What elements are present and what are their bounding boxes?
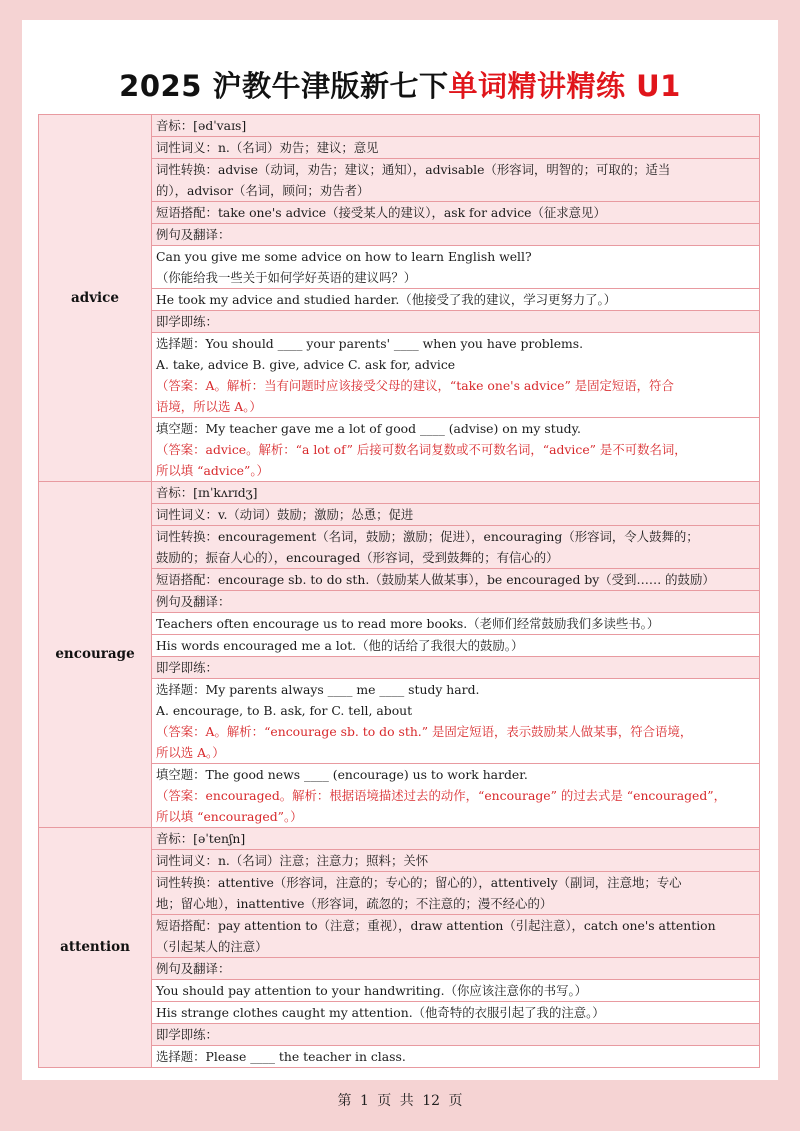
section-label-cell [152,311,760,333]
cell-line: 鼓励的；振奋人心的），encouraged（形容词，受到鼓舞的；有信心的） [156,550,559,565]
cell-line: He took my advice and studied harder.（他接受了我的建议，学习更努力了。） [156,292,617,307]
page-title [0,58,800,114]
section-label-cell [152,1024,760,1046]
vocabulary-table [38,114,760,1068]
content-cell [152,1046,760,1068]
cell-line: 词性转换：attentive（形容词，注意的；专心的；留心的），attentively（副词，注意地；专心 [156,875,682,890]
section-label-cell [152,504,760,526]
section-label-cell [152,872,760,915]
content-cell [152,246,760,289]
content-cell [152,635,760,657]
answer-line: （答案：A。解析：当有问题时应该接受父母的建议，“take one's advice” 是固定短语，符合 [156,378,674,393]
cell-line: （引起某人的注意） [156,939,268,954]
page-footer: 第 1 页 共 12 页 [337,1093,463,1109]
section-label-cell [152,526,760,569]
cell-line: His strange clothes caught my attention.（他奇特的衣服引起了我的注意。） [156,1005,605,1020]
exercise-cell [152,679,760,764]
title-main: 2025 沪教牛津版新七下 [119,69,449,103]
section-label-cell [152,657,760,679]
cell-line: 即学即练： [156,1027,218,1042]
cell-line: Teachers often encourage us to read more books.（老师们经常鼓励我们多读些书。） [156,616,660,631]
exercise-cell [152,333,760,418]
answer-line: （答案：A。解析：“encourage sb. to do sth.” 是固定短语，表示鼓励某人做某事，符合语境， [156,724,693,739]
section-label-cell [152,569,760,591]
vocab-word: attention [39,828,152,1068]
answer-line: 所以选 A。） [156,745,225,760]
section-label-cell [152,224,760,246]
cell-line: 短语搭配：take one's advice（接受某人的建议），ask for advice（征求意见） [156,205,606,220]
cell-line: His words encouraged me a lot.（他的话给了我很大的鼓励。） [156,638,524,653]
cell-line: 音标：[əˈtenʃn] [156,831,246,846]
cell-line: 填空题：My teacher gave me a lot of good ____ (advise) on my study. [156,421,581,436]
cell-line: 地；留心地），inattentive（形容词，疏忽的；不注意的；漫不经心的） [156,896,553,911]
cell-line: 词性词义：n.（名词）劝告；建议；意见 [156,140,379,155]
content-cell [152,289,760,311]
cell-line: 词性转换：advise（动词，劝告；建议；通知），advisable（形容词，明智的；可取的；适当 [156,162,671,177]
cell-line: 的），advisor（名词，顾问；劝告者） [156,183,370,198]
exercise-cell [152,764,760,828]
answer-line: 所以填 “advice”。） [156,463,269,478]
cell-line: A. take, advice B. give, advice C. ask for, advice [156,357,456,372]
cell-line: 例句及翻译： [156,594,231,609]
cell-line: 词性词义：v.（动词）鼓励；激励；怂恿；促进 [156,507,414,522]
cell-line: 短语搭配：pay attention to（注意；重视），draw attention（引起注意），catch one's attention [156,918,716,933]
section-label-cell [152,159,760,202]
section-label-cell [152,828,760,850]
table-row [39,828,760,850]
cell-line: 选择题：Please ____ the teacher in class. [156,1049,406,1064]
table-row [39,115,760,137]
section-label-cell [152,482,760,504]
section-label-cell [152,202,760,224]
cell-line: 即学即练： [156,314,218,329]
table-row [39,482,760,504]
section-label-cell [152,850,760,872]
title-highlight: 单词精讲精练 U1 [448,69,681,103]
cell-line: 词性词义：n.（名词）注意；注意力；照料；关怀 [156,853,429,868]
section-label-cell [152,591,760,613]
cell-line: 填空题：The good news ____ (encourage) us to work harder. [156,767,528,782]
cell-line: （你能给我一些关于如何学好英语的建议吗？） [156,270,417,285]
content-cell [152,980,760,1002]
content-cell [152,613,760,635]
answer-line: （答案：advice。解析：“a lot of” 后接可数名词复数或不可数名词，“advice” 是不可数名词， [156,442,687,457]
answer-line: 语境，所以选 A。） [156,399,262,414]
section-label-cell [152,115,760,137]
answer-line: （答案：encouraged。解析：根据语境描述过去的动作，“encourage” 的过去式是 “encouraged”， [156,788,727,803]
cell-line: 词性转换：encouragement（名词，鼓励；激励；促进），encouraging（形容词，令人鼓舞的； [156,529,699,544]
cell-line: 例句及翻译： [156,227,231,242]
cell-line: 音标：[ɪnˈkʌrɪdʒ] [156,485,258,500]
vocab-word: advice [39,115,152,482]
cell-line: 短语搭配：encourage sb. to do sth.（鼓励某人做某事），be encouraged by（受到…… 的鼓励） [156,572,715,587]
vocab-word: encourage [39,482,152,828]
cell-line: 选择题：My parents always ____ me ____ study hard. [156,682,480,697]
cell-line: 例句及翻译： [156,961,231,976]
section-label-cell [152,915,760,958]
content-cell [152,1002,760,1024]
cell-line: You should pay attention to your handwriting.（你应该注意你的书写。） [156,983,588,998]
section-label-cell [152,958,760,980]
exercise-cell [152,418,760,482]
section-label-cell [152,137,760,159]
cell-line: A. encourage, to B. ask, for C. tell, about [156,703,413,718]
cell-line: 音标：[ədˈvaɪs] [156,118,247,133]
cell-line: 即学即练： [156,660,218,675]
cell-line: 选择题：You should ____ your parents' ____ when you have problems. [156,336,584,351]
answer-line: 所以填 “encouraged”。） [156,809,303,824]
cell-line: Can you give me some advice on how to learn English well? [156,249,532,264]
